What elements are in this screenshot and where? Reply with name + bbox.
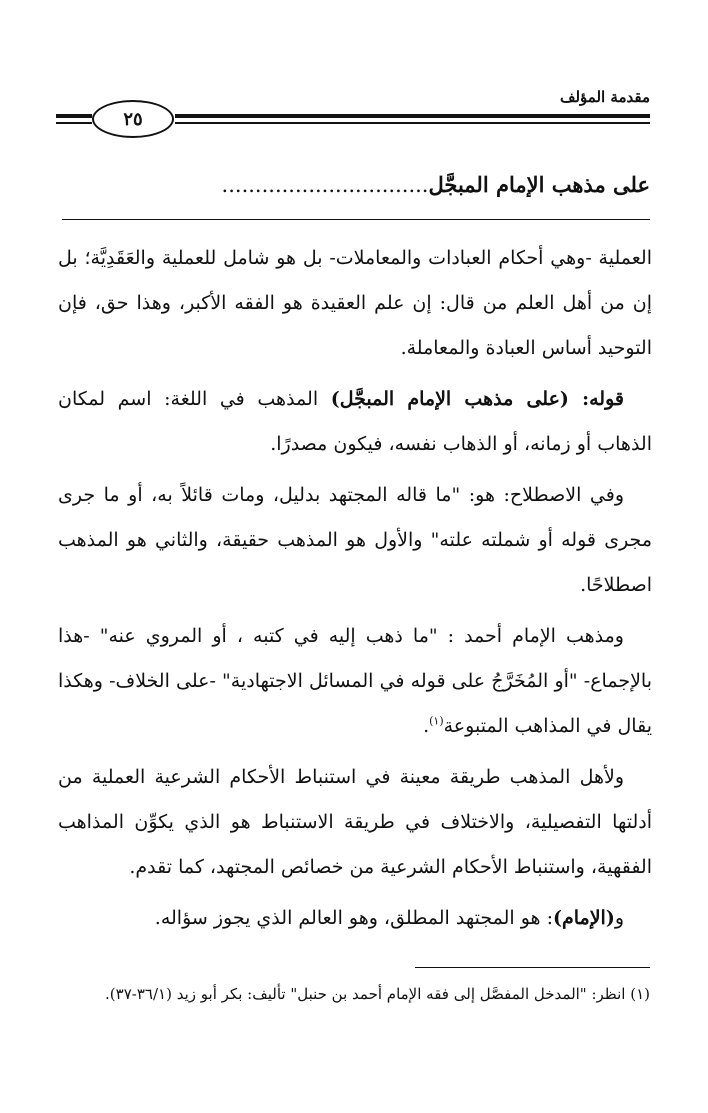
paragraph-3 — [58, 473, 652, 608]
paragraph-text: وفي الاصطلاح: هو: "ما قاله المجتهد بدليل، ومات قائلاً به، أو ما جرى مجرى قوله أو شملته علته" والأول هو المذهب حقيقة، والثاني هو المذهب اصطلاحًا. — [58, 484, 652, 596]
paragraph-text: و — [614, 907, 624, 929]
paragraph-6 — [58, 896, 652, 941]
paragraph-2 — [58, 377, 652, 467]
section-heading-text: على مذهب الإمام المبجَّل — [428, 172, 650, 197]
paragraph-text: المذهب في اللغة: اسم لمكان الذهاب أو زمانه، أو الذهاب نفسه، فيكون مصدرًا. — [58, 388, 652, 455]
paragraph-5 — [58, 755, 652, 890]
footnote: (١) انظر: "المدخل المفصَّل إلى فقه الإمام أحمد بن حنبل" تأليف: بكر أبو زيد (٣٦/١-٣٧). — [105, 985, 650, 1003]
header-rule-left — [56, 114, 92, 124]
section-divider — [62, 219, 650, 220]
footnote-reference[interactable]: (١) — [429, 714, 444, 728]
section-heading — [58, 172, 650, 197]
paragraph-text: ومذهب الإمام أحمد : "ما ذهب إليه في كتبه ، أو المروي عنه" -هذا بالإجماع- "أو المُخَرَّجُ على قوله في المسائل الاجتهادية" -على الخلاف- وهكذا يقال في المذاهب المتبوعة — [58, 625, 652, 737]
paragraph-4: ومذهب الإمام أحمد : "ما ذهب إليه في كتبه ، أو المروي عنه" -هذا بالإجماع- "أو المُخَرَّجُ على قوله في المسائل الاجتهادية" -على الخلاف- وهكذا يقال في المذاهب المتبوعة$^{(١)}$. — [58, 625, 652, 737]
body-text — [58, 236, 652, 947]
header-rule-right — [175, 114, 650, 124]
page-number: ٢٥ — [92, 100, 174, 138]
section-heading-dots: ............................... — [221, 173, 429, 197]
footnote-divider — [415, 967, 650, 968]
paragraph-text: : هو المجتهد المطلق، وهو العالم الذي يجوز سؤاله. — [154, 907, 553, 929]
paragraph-1 — [58, 236, 652, 371]
running-title: مقدمة المؤلف — [559, 88, 650, 106]
paragraph-text: العملية -وهي أحكام العبادات والمعاملات- بل هو شامل للعملية والعَقَدِيَّة؛ بل إن من أهل العلم من قال: إن علم العقيدة هو الفقه الأكبر، وهذا حق، فإن التوحيد أساس العبادة والمعاملة. — [58, 247, 652, 359]
quoted-phrase: (الإمام) — [552, 907, 615, 929]
quoted-phrase: قوله: (على مذهب الإمام المبجَّل) — [330, 388, 624, 410]
paragraph-text: ولأهل المذهب طريقة معينة في استنباط الأحكام الشرعية العملية من أدلتها التفصيلية، والاختلاف في طريقة الاستنباط هو الذي يكوِّن المذاهب الفقهية، واستنباط الأحكام الشرعية من خصائص المجتهد، كما تقدم. — [58, 766, 652, 878]
